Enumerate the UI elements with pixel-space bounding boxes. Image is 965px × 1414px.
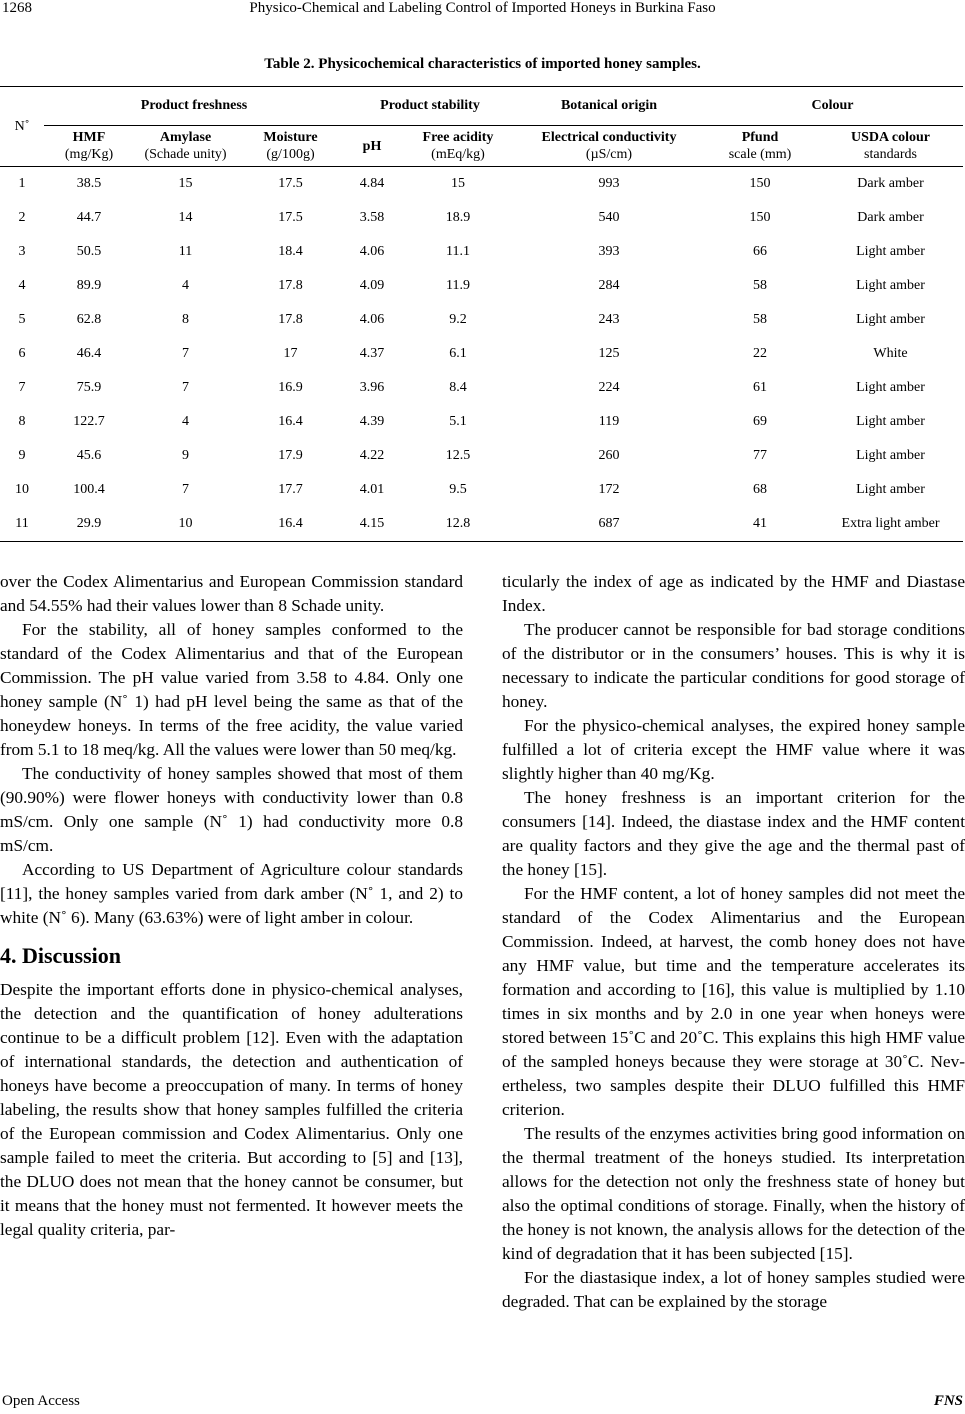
paragraph: According to US Department of Agriculture colour standards [11], the honey samples varied from dark amber (N˚ 1, and 2) to white (N˚ 6). Many (63.63%) were of light amber in colour.: [0, 860, 463, 927]
table-cell: 18.4: [278, 244, 303, 259]
right-column: [502, 570, 965, 1314]
group-header-colour: Colour: [702, 87, 963, 126]
group-header-stability: Product stability: [344, 87, 516, 126]
col-header: [702, 126, 818, 167]
table-cell: 17.5: [278, 210, 303, 225]
col-header-name: Amylase: [159, 130, 212, 145]
table-cell: 11: [178, 244, 193, 259]
table-cell: 69: [753, 414, 767, 429]
table-cell: 3: [18, 244, 26, 259]
table-cell: 119: [598, 414, 620, 429]
table-cell: 29.9: [44, 507, 134, 542]
table-cell: Light amber: [856, 482, 925, 497]
table-cell: 4.39: [359, 414, 385, 429]
col-header-unit: (mg/Kg): [64, 147, 114, 162]
col-header-name: USDA colour: [851, 130, 930, 145]
table-cell: 3.58: [359, 210, 385, 225]
table-cell: 7: [182, 346, 189, 361]
table-cell: 77: [753, 448, 767, 463]
table-cell: 18.9: [445, 210, 471, 225]
table-cell: 4.01: [359, 482, 385, 497]
col-header-name: Pfund: [741, 130, 779, 145]
table-cell: 14: [178, 210, 193, 225]
table-cell: 17.5: [237, 167, 344, 202]
table-row: [0, 405, 963, 439]
table-cell: 172: [598, 482, 620, 497]
paragraph: The producer cannot be responsible for bad storage conditions of the distributor or in the consumers’ houses. This is why it is necessary to indicate the particular conditions for good storage of honey.: [502, 620, 965, 711]
table-cell: Light amber: [856, 244, 925, 259]
table-cell: 41: [702, 507, 818, 542]
col-header-name: pH: [362, 138, 382, 154]
table-cell: White: [873, 346, 908, 361]
table-cell: Light amber: [856, 448, 925, 463]
table-cell: 100.4: [73, 482, 105, 497]
table-cell: 1: [0, 167, 44, 202]
table-body: [0, 167, 963, 542]
col-header: [237, 126, 344, 167]
table-row: [0, 439, 963, 473]
paragraph: The conductivity of honey samples showed that most of them (90.90%) were flower honeys with conductivity lower than 0.8 mS/cm. Only one sample (N˚ 1) had conductivity more 0.8 mS/cm.: [0, 764, 463, 855]
table-cell: Light amber: [856, 312, 925, 327]
table-cell: 44.7: [76, 210, 102, 225]
table-cell: Light amber: [856, 278, 925, 293]
table-cell: 62.8: [76, 312, 102, 327]
table-cell: 61: [753, 380, 767, 395]
table-cell: 8.4: [449, 380, 467, 395]
table-cell: Dark amber: [857, 210, 924, 225]
table-cell: 10: [134, 507, 237, 542]
table-cell: 17.8: [278, 312, 303, 327]
table-cell: 4.06: [359, 244, 385, 259]
table-cell: 9.2: [449, 312, 467, 327]
table-cell: 8: [18, 414, 26, 429]
table-cell: 260: [598, 448, 620, 463]
table-cell: 17.7: [278, 482, 303, 497]
table-cell: 9: [18, 448, 26, 463]
table-cell: 125: [598, 346, 620, 361]
table-cell: 46.4: [76, 346, 102, 361]
table-row: [0, 507, 963, 542]
data-table: [0, 86, 963, 542]
section-heading: 4. Discussion: [0, 943, 122, 968]
paragraph: For the stability, all of honey samples conformed to the standard of the Codex Alimentarius and that of the European Commission. The pH value varied from 3.58 to 4.84. Only one honey sample (N˚ 1) had pH level being the same as that of the honeydew honeys. In terms of the free acidity, the value varied from 5.1 to 18 meq/kg. All the values were lower than 50 meq/kg.: [0, 620, 463, 759]
col-header: [344, 126, 400, 167]
table-cell: 284: [598, 278, 620, 293]
table-cell: 16.9: [278, 380, 303, 395]
table-cell: 8: [182, 312, 189, 327]
table-cell: 2: [18, 210, 26, 225]
table-cell: 4.84: [344, 167, 400, 202]
table-cell: 12.5: [445, 448, 471, 463]
table-cell: 6.1: [449, 346, 467, 361]
col-header-unit: (mEq/kg): [431, 147, 485, 162]
table-cell: 7: [182, 380, 189, 395]
table-cell: 10: [15, 482, 29, 497]
group-header-botanical: Botanical origin: [516, 87, 702, 126]
table-cell: 687: [516, 507, 702, 542]
col-header: [134, 126, 237, 167]
table-cell: 4.22: [359, 448, 385, 463]
col-header-unit: standards: [864, 147, 917, 162]
col-header-name: Free acidity: [422, 130, 494, 145]
table-cell: 16.4: [237, 507, 344, 542]
table-cell: 58: [753, 312, 767, 327]
col-header-name: Electrical conductivity: [541, 130, 677, 145]
table-cell: 89.9: [76, 278, 102, 293]
table-cell: 4.15: [344, 507, 400, 542]
col-header: [44, 126, 134, 167]
col-header-unit: (µS/cm): [585, 147, 633, 162]
table-cell: Extra light amber: [818, 507, 963, 542]
table-cell: 4.09: [359, 278, 385, 293]
footer-open-access: Open Access: [2, 1393, 80, 1409]
table-row: [0, 201, 963, 235]
table-cell: 45.6: [76, 448, 102, 463]
table-cell: 68: [753, 482, 767, 497]
col-header-unit: scale (mm): [728, 147, 792, 162]
table-cell: 9.5: [449, 482, 467, 497]
table-cell: 3.96: [359, 380, 385, 395]
table-cell: 4: [182, 278, 189, 293]
table-caption: Table 2. Physicochemical characteristics of imported honey samples.: [264, 56, 701, 72]
table-cell: 17.8: [278, 278, 303, 293]
table-cell: 17.9: [278, 448, 303, 463]
col-header: [818, 126, 963, 167]
table-cell: 122.7: [73, 414, 105, 429]
table-cell: 38.5: [44, 167, 134, 202]
table-cell: 393: [598, 244, 620, 259]
paragraph: over the Codex Alimentarius and European Commission standard and 54.55% had their values lower than 8 Schade unity.: [0, 572, 463, 615]
table-cell: 12.8: [400, 507, 516, 542]
table-cell: 243: [598, 312, 620, 327]
col-header-n: N˚: [0, 87, 44, 167]
col-header-name: Moisture: [263, 130, 318, 145]
table-row: [0, 235, 963, 269]
table-cell: 15: [134, 167, 237, 202]
table-cell: 993: [516, 167, 702, 202]
paragraph: The honey freshness is an important criterion for the consumers [14]. Indeed, the diastase index and the HMF content are quality factors and they give the age and the thermal past of the honey [15].: [502, 788, 965, 879]
table-cell: Light amber: [856, 414, 925, 429]
paragraph: Despite the important efforts done in physico-chemical analyses, the detection and the quantification of honey adulterations continue to be a difficult problem [12]. Even with the adaptation of international standards, the detection and authentication of honeys have become a preoccupation of many. In terms of honey labeling, the results show that honey samples fulfilled the criteria of the European commission and Codex Alimentarius. Only one sample failed to meet the criteria. But according to [5] and [13], the DLUO does not mean that the honey cannot be consumer, but it means that the honey must not fermented. It however meets the legal quality criteria, par-: [0, 980, 463, 1239]
table-cell: 9: [182, 448, 189, 463]
table-cell: 150: [702, 167, 818, 202]
table-column-header-row: [0, 126, 963, 167]
table-cell: 11.1: [446, 244, 470, 259]
table-cell: 224: [598, 380, 620, 395]
table-cell: 22: [753, 346, 767, 361]
table-row: [0, 337, 963, 371]
table-cell: 7: [182, 482, 189, 497]
paragraph: For the physico-chemical analyses, the expired honey sample fulfilled a lot of criteria except the HMF value where it was slightly higher than 40 mg/Kg.: [502, 716, 965, 783]
col-header-name: HMF: [72, 130, 106, 145]
table-row: [0, 371, 963, 405]
table-cell: 58: [753, 278, 767, 293]
table-cell: 150: [749, 210, 771, 225]
footer-journal: FNS: [933, 1393, 963, 1409]
table-group-header-row: [0, 87, 963, 126]
running-title: Physico-Chemical and Labeling Control of Imported Honeys in Burkina Faso: [249, 0, 716, 16]
table-cell: 4.37: [359, 346, 385, 361]
table-cell: 16.4: [278, 414, 303, 429]
table-cell: 4: [18, 278, 26, 293]
left-column: [0, 570, 463, 1242]
table-cell: Light amber: [856, 380, 925, 395]
table-cell: Dark amber: [818, 167, 963, 202]
table-cell: 66: [753, 244, 767, 259]
table-row: [0, 473, 963, 507]
col-header: [400, 126, 516, 167]
table-cell: 4: [182, 414, 189, 429]
paragraph: For the diastasique index, a lot of honey samples studied were degraded. That can be explained by the storage: [502, 1268, 965, 1311]
table-cell: 7: [18, 380, 26, 395]
table-cell: 11: [0, 507, 44, 542]
page-header: [0, 0, 965, 22]
table-cell: 50.5: [76, 244, 102, 259]
table-row: [0, 167, 963, 202]
table-cell: 5.1: [449, 414, 467, 429]
table-cell: 5: [18, 312, 26, 327]
table-cell: 540: [598, 210, 620, 225]
col-header: [516, 126, 702, 167]
table-row: [0, 269, 963, 303]
page-number: 1268: [2, 0, 32, 16]
col-header-unit: (Schade unity): [144, 147, 227, 162]
col-header-unit: (g/100g): [266, 147, 315, 162]
table-cell: 15: [400, 167, 516, 202]
table-cell: 11.9: [446, 278, 470, 293]
group-header-freshness: Product freshness: [44, 87, 344, 126]
table-cell: 6: [18, 346, 26, 361]
paragraph: For the HMF content, a lot of honey samples did not meet the standard of the Codex Alimentarius and the European Commission. Indeed, at harvest, the comb honey does not have any HMF value, but time and the temperature accelerates its formation and according to [16], this value is multiplied by 1.10 times in six months and by 2.0 in one year when honeys were stored between 15˚C and 20˚C. This explains this high HMF value of the sampled honeys because they were storage at 30˚C. Nevertheless, two samples despite their DLUO fulfilled this HMF criterion.: [502, 884, 965, 1119]
table-cell: 4.06: [359, 312, 385, 327]
table-cell: 75.9: [76, 380, 102, 395]
table-row: [0, 303, 963, 337]
table-cell: 17: [283, 346, 298, 361]
paragraph: The results of the enzymes activities bring good information on the thermal treatment of the honeys studied. Its interpretation allows for the detection not only the freshness state of honey but also the optimal conditions of storage. Finally, when the history of the honey is not known, the analysis allows for the detection of the kind of degradation that it has been subjected [15].: [502, 1124, 965, 1263]
paragraph: ticularly the index of age as indicated by the HMF and Diastase Index.: [502, 572, 965, 615]
